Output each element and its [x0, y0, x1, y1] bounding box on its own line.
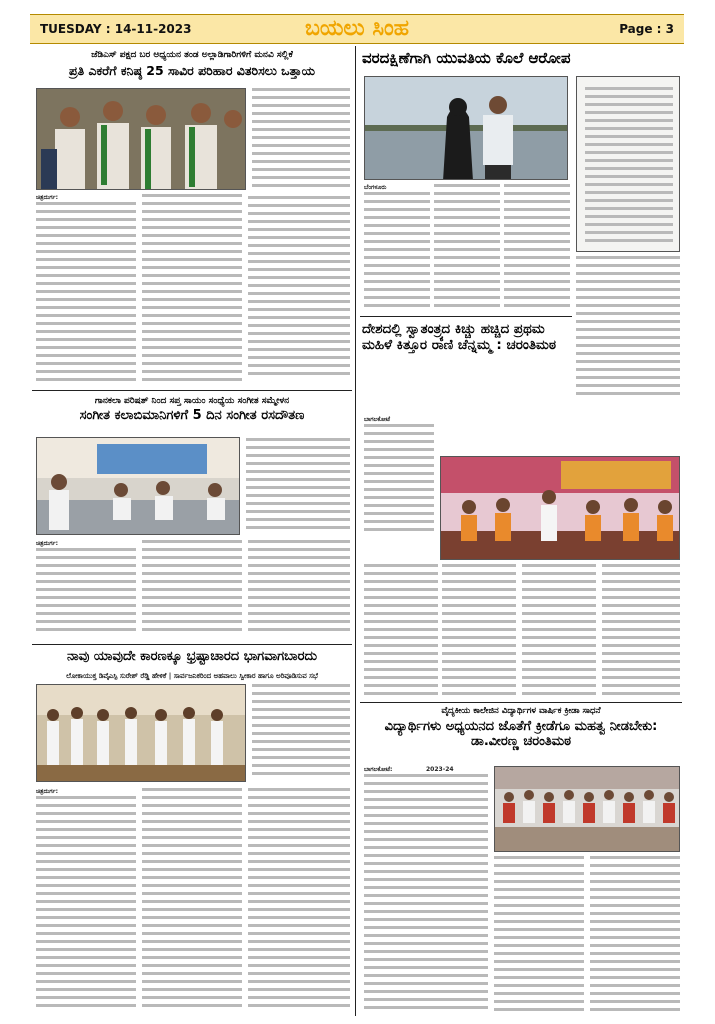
story5-text-column-right	[252, 684, 350, 784]
story4-headline: ದೇಶದಲ್ಲಿ ಸ್ವಾತಂತ್ರ್ಯದ ಕಿಚ್ಚು ಹಚ್ಚಿದ ಪ್ರಥಮ ಮಹಿಳೆ ಕಿತ್ತೂರ ರಾಣಿ ಚೆನ್ನಮ್ಮ : ಚರಂತಿಮಠ	[362, 321, 556, 353]
story4-photo	[440, 456, 680, 560]
story3-bottom-rule	[32, 644, 352, 645]
story6-year: 2023-24	[426, 766, 454, 773]
story3-text-column-1	[36, 548, 136, 640]
story3-kicker: ಗಾನಕಲಾ ಪರಿಷತ್ ನಿಂದ ಸಪ್ತ ಸಾಯಂ ಸಂಧ್ಯೆಯ ಸಂಗೀತ ಸಮ್ಮೇಳನ	[94, 396, 290, 406]
story1-text-column-right	[252, 88, 350, 192]
story2-photo	[364, 76, 568, 180]
masthead-title: ಬಯಲು ಸಿಂಹ	[304, 16, 410, 41]
story6-kicker: ವೈದ್ಯಕೀಯ ಕಾಲೇಜಿನ ವಿದ್ಯಾರ್ಥಿಗಳ ವಾರ್ಷಿಕ ಕ್ರೀಡಾ ಸಾಧನೆ	[441, 706, 601, 716]
story5-dateline: ಚಿತ್ರದುರ್ಗ:	[36, 788, 59, 795]
masthead-date: TUESDAY : 14-11-2023	[40, 22, 192, 36]
story3-headline: ಸಂಗೀತ ಕಲಾಬಿಮಾನಿಗಳಿಗೆ 5 ದಿನ ಸಂಗೀತ ರಸದೌತಣ	[79, 408, 305, 423]
story4-text-column-1	[364, 564, 438, 698]
story5-photo	[36, 684, 246, 782]
story1-text-column-3	[248, 196, 350, 386]
story3-dateline: ಚಿತ್ರದುರ್ಗ:	[36, 540, 59, 547]
story1-bottom-rule	[32, 390, 352, 391]
story2-bottom-rule	[360, 316, 572, 317]
story2-headline: ವರದಕ್ಷಿಣೆಗಾಗಿ ಯುವತಿಯ ಕೊಲೆ ಆರೋಪ	[362, 49, 571, 67]
story6-headline: ವಿದ್ಯಾರ್ಥಿಗಳು ಅಧ್ಯಯನದ ಜೊತೆಗೆ ಕ್ರೀಡೆಗೂ ಮಹತ್ವ ನೀಡಬೇಕು: ಡಾ.ವೀರಣ್ಣ ಚರಂತಿಮಠ	[384, 719, 658, 749]
story1-text-column-1	[36, 202, 136, 386]
story2-text-column-1	[364, 192, 430, 312]
page-number: Page : 3	[619, 22, 674, 36]
story2-text-column-4	[576, 256, 680, 404]
story1-kicker: ಜೆಡಿಎಸ್ ಪಕ್ಷದ ಬರ ಅಧ್ಯಯನ ತಂಡ ಅಲ್ಲಾಡಿಗಾರಿಗಳಿಗೆ ಮನವಿ ಸಲ್ಲಿಕೆ	[91, 50, 293, 60]
story2-dateline: ಬೆಂಗಳೂರು	[364, 184, 387, 191]
story6-text-column-3	[590, 856, 680, 1012]
story4-bottom-rule	[360, 702, 682, 703]
story3-text-column-3	[248, 540, 350, 640]
story6-dateline: ಬಾಗಲಕೋಟೆ:	[364, 766, 393, 773]
story6-text-column-2	[494, 856, 584, 1012]
story3-photo	[36, 437, 240, 535]
story6-text-column-1	[364, 774, 488, 1012]
story1-headline: ಪ್ರತಿ ಎಕರೆಗೆ ಕನಿಷ್ಠ 25 ಸಾವಿರ ಪರಿಹಾರ ವಿತರಿಸಲು ಒತ್ತಾಯ	[68, 63, 316, 78]
newspaper-page	[30, 4, 684, 1020]
story1-text-column-2	[142, 194, 242, 386]
story2-text-column-3	[504, 184, 570, 312]
story4-text-intro	[364, 424, 434, 534]
story5-text-column-2	[142, 788, 242, 1014]
story4-text-column-4	[602, 564, 680, 698]
story1-photo	[36, 88, 246, 190]
story4-text-column-2	[442, 564, 516, 698]
story3-text-column-right	[246, 438, 350, 536]
story2-text-column-2	[434, 184, 500, 312]
story5-headline: ನಾವು ಯಾವುದೇ ಕಾರಣಕ್ಕೂ ಭ್ರಷ್ಟಾಚಾರದ ಭಾಗವಾಗಬಾರದು	[66, 649, 318, 664]
story5-kicker: ಲೋಕಾಯುಕ್ತ ಡಿವೈಎಸ್ಪಿ ಸುರೇಶ್ ರೆಡ್ಡಿ ಹೇಳಿಕೆ | ಸಾರ್ವಜನಿಕರಿಂದ ಅಹವಾಲು ಸ್ವೀಕಾರ ಹಾಗೂ ಅರಿವೂಡಿಸುವ ಸಭೆ	[66, 672, 318, 680]
story5-text-column-3	[248, 788, 350, 1014]
story5-text-column-1	[36, 796, 136, 1014]
story2-document-photo	[576, 76, 680, 252]
story1-dateline: ಚಿತ್ರದುರ್ಗ:	[36, 194, 59, 201]
column-divider	[355, 46, 356, 1016]
story6-photo	[494, 766, 680, 852]
story3-text-column-2	[142, 540, 242, 640]
story4-dateline: ಬಾಗಲಕೋಟೆ	[364, 416, 391, 423]
story4-text-column-3	[522, 564, 596, 698]
